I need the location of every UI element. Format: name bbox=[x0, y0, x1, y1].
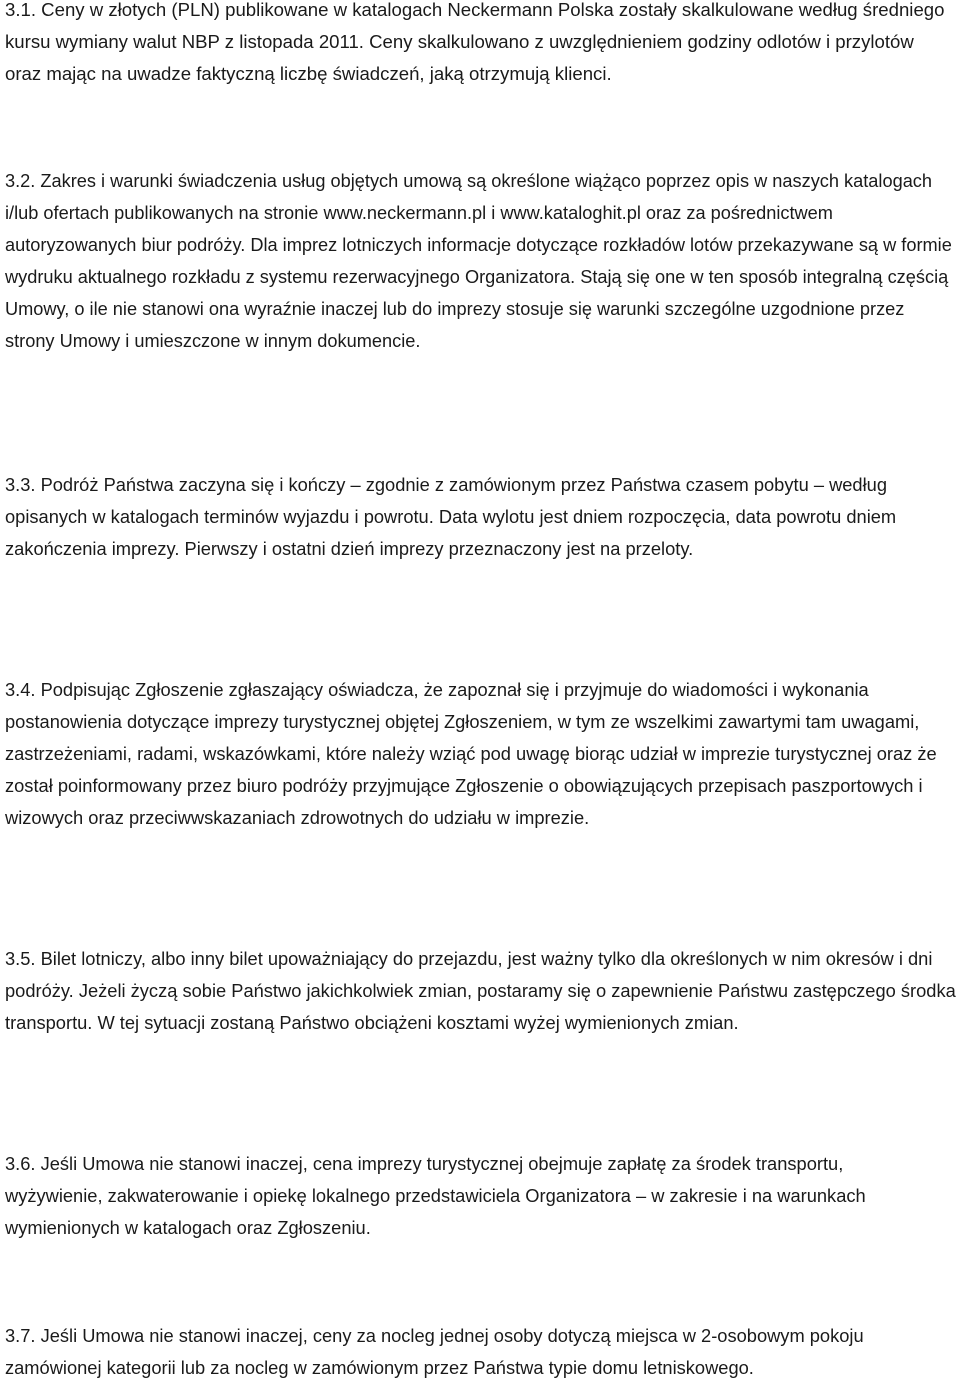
paragraph-3-7: 3.7. Jeśli Umowa nie stanowi inaczej, ceny za nocleg jednej osoby dotyczą miejsca w 2-osobowym pokoju zamówionej kategorii lub za nocleg w zamówionym przez Państwa typie domu letniskowego. bbox=[5, 1325, 864, 1378]
paragraph-3-6: 3.6. Jeśli Umowa nie stanowi inaczej, cena imprezy turystycznej obejmuje zapłatę za środek transportu, wyżywienie, zakwaterowanie i opiekę lokalnego przedstawiciela Organizatora – w zakresie i na warunkach wymienionych w katalogach oraz Zgłoszeniu. bbox=[5, 1153, 866, 1238]
paragraph-3-1: 3.1. Ceny w złotych (PLN) publikowane w katalogach Neckermann Polska zostały skalkulowane według średniego kursu wymiany walut NBP z listopada 2011. Ceny skalkulowano z uwzględnieniem godziny odlotów i przylotów oraz mając na uwadze faktyczną liczbę świadczeń, jaką otrzymują klienci. bbox=[5, 0, 945, 84]
paragraph-3-5: 3.5. Bilet lotniczy, albo inny bilet upoważniający do przejazdu, jest ważny tylko dla określonych w nim okresów i dni podróży. Jeżeli życzą sobie Państwo jakichkolwiek zmian, postaramy się o zapewnienie Państwu zastępczego środka transportu. W tej sytuacji zostaną Państwo obciążeni kosztami wyżej wymienionych zmian. bbox=[5, 948, 956, 1033]
paragraph-3-2: 3.2. Zakres i warunki świadczenia usług objętych umową są określone wiążąco poprzez opis w naszych katalogach i/lub ofertach publikowanych na stronie www.neckermann.pl i www.kataloghit.pl oraz za pośrednictwem autoryzowanych biur podróży. Dla imprez lotniczych informacje dotyczące rozkładów lotów przekazywane są w formie wydruku aktualnego rozkładu z systemu rezerwacyjnego Organizatora. Stają się one w ten sposób integralną częścią Umowy, o ile nie stanowi ona wyraźnie inaczej lub do imprezy stosuje się warunki szczególne uzgodnione przez strony Umowy i umieszczone w innym dokumencie. bbox=[5, 171, 952, 351]
paragraph-3-3: 3.3. Podróż Państwa zaczyna się i kończy – zgodnie z zamówionym przez Państwa czasem pobytu – według opisanych w katalogach terminów wyjazdu i powrotu. Data wylotu jest dniem rozpoczęcia, data powrotu dniem zakończenia imprezy. Pierwszy i ostatni dzień imprezy przeznaczony jest na przeloty. bbox=[5, 474, 897, 559]
paragraph-3-4: 3.4. Podpisując Zgłoszenie zgłaszający oświadcza, że zapoznał się i przyjmuje do wiadomości i wykonania postanowienia dotyczące imprezy turystycznej objętej Zgłoszeniem, w tym ze wszelkimi zawartymi tam uwagami, zastrzeżeniami, radami, wskazówkami, które należy wziąć pod uwagę biorąc udział w imprezie turystycznej oraz że został poinformowany przez biuro podróży przyjmujące Zgłoszenie o obowiązujących przepisach paszportowych i wizowych oraz przeciwwskazaniach zdrowotnych do udziału w imprezie. bbox=[5, 679, 937, 828]
